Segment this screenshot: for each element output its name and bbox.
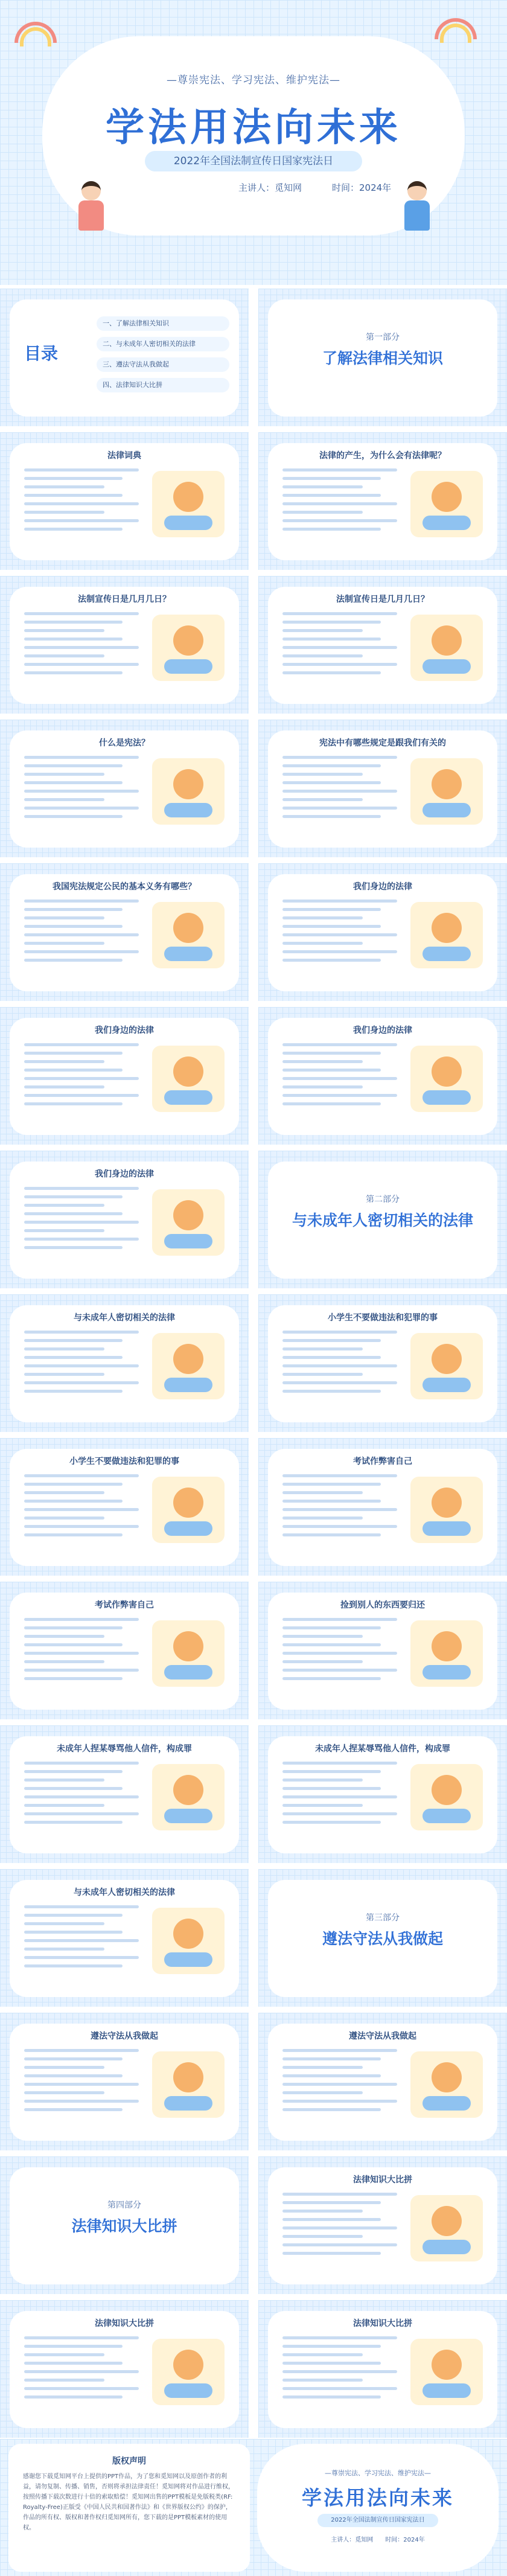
copyright-slide [8,2444,250,2572]
slide-illustration [410,615,483,681]
slide-body-text [24,2049,139,2117]
content-slide [0,1869,249,2007]
slide-title: 法制宣传日是几月几日？ [336,595,429,604]
slide-title: 法律知识大比拼 [353,2319,412,2328]
closing-title: 学法用法向未来 [302,2486,454,2510]
slide-body-text [282,1762,397,1829]
slide-title: 遵法守法从我做起 [91,2031,158,2041]
slide-title: 考试作弊害自己 [353,1457,412,1466]
section-part-label: 第四部分 [107,2200,141,2210]
content-slide [0,576,249,714]
closing-slide [257,2444,499,2572]
content-slide [258,1007,507,1145]
slide-title: 未成年人捏某辱骂他人信件，构成罪 [57,1744,192,1754]
slide-body-text [24,468,139,536]
slide-body-text [24,1474,139,1542]
copyright-text: 感谢您下载觅知网平台上提供的PPT作品，为了您和觅知网以及原创作者的利益，请勿复制、传播、销售，否则将承担法律责任！觅知网将对作品进行维权，按照传播下载次数进行十倍的索取赔偿！觅知网出售的PPT模板是免版税类(RF: Royalty-Free)正版受《中国人民共和国著作法》和《世界版权公约》的保护，作品的所有权、版权和著作权归觅知网所有，您下载的是PPT模板素材的使用权。 [23,2473,234,2531]
slide-illustration [152,1764,225,1830]
slide-title: 法律知识大比拼 [353,2175,412,2185]
slide-title: 法律知识大比拼 [95,2319,154,2328]
slide-illustration [152,1046,225,1112]
closing-slogan: —尊崇宪法、学习宪法、维护宪法— [325,2469,431,2477]
slide-illustration [410,1333,483,1399]
slide-illustration [152,1908,225,1974]
slide-illustration [152,2339,225,2405]
slide-body-text [282,468,397,536]
girl-illustration [72,181,109,235]
section-slide [258,1151,507,1288]
slide-body-text [282,1043,397,1111]
slide-illustration [152,471,225,537]
slide-illustration [152,615,225,681]
slide-illustration [410,2339,483,2405]
slide-body-text [24,2336,139,2404]
slide-body-text [282,2193,397,2260]
slide-body-text [282,1331,397,1398]
section-slide [258,1869,507,2007]
rainbow-icon [435,18,477,39]
slide-title: 我们身边的法律 [95,1026,154,1035]
section-slide [0,2156,249,2294]
slide-body-text [282,1618,397,1686]
slide-illustration [152,902,225,968]
slide-title: 捡到别人的东西要归还 [340,1600,425,1610]
content-slide [258,720,507,857]
cover-slide [0,0,507,285]
toc-slide [0,289,249,426]
content-slide [258,2013,507,2150]
slide-title: 与未成年人密切相关的法律 [74,1888,175,1897]
section-heading: 遵法守法从我做起 [322,1930,443,1948]
slide-body-text [282,1474,397,1542]
content-slide [258,2300,507,2438]
slide-title: 法律的产生，为什么会有法律呢？ [319,451,446,461]
slide-body-text [24,1331,139,1398]
cover-slogan: —尊崇宪法、学习宪法、维护宪法— [167,74,340,86]
toc-item: 一、了解法律相关知识 [97,316,229,331]
content-slide [0,1438,249,1576]
slide-title: 与未成年人密切相关的法律 [74,1313,175,1323]
section-part-label: 第三部分 [366,1913,400,1923]
slide-title: 我国宪法规定公民的基本义务有哪些？ [53,882,196,892]
slide-title: 考试作弊害自己 [95,1600,154,1610]
content-slide [0,1007,249,1145]
toc-title: 目录 [24,344,59,363]
content-slide [258,1294,507,1432]
slide-title: 法律词典 [107,451,141,461]
content-slide [0,1725,249,1863]
section-heading: 了解法律相关知识 [322,350,443,367]
slide-illustration [152,758,225,825]
slide-illustration [410,758,483,825]
slide-body-text [24,1043,139,1111]
slide-title: 我们身边的法律 [353,1026,412,1035]
slide-title: 宪法中有哪些规定是跟我们有关的 [319,738,446,748]
content-slide [0,1294,249,1432]
section-heading: 与未成年人密切相关的法律 [292,1212,473,1229]
slide-body-text [24,1905,139,1973]
slide-title: 遵法守法从我做起 [349,2031,416,2041]
section-part-label: 第一部分 [366,333,400,342]
slide-title: 我们身边的法律 [95,1169,154,1179]
slide-illustration [410,471,483,537]
section-slide [258,289,507,426]
slide-illustration [152,1189,225,1256]
slide-illustration [152,1333,225,1399]
slide-title: 小学生不要做违法和犯罪的事 [69,1457,179,1466]
content-slide [258,1438,507,1576]
slide-title: 什么是宪法？ [99,738,150,748]
slide-body-text [24,1618,139,1686]
copyright-title: 版权声明 [112,2456,146,2466]
slide-title: 法制宣传日是几月几日？ [78,595,171,604]
slide-body-text [282,612,397,680]
end-row [0,2439,507,2576]
content-slide [0,863,249,1001]
toc-item: 三、遵法守法从我做起 [97,357,229,372]
content-slide [0,1582,249,1719]
content-slide [258,863,507,1001]
slide-body-text [24,1187,139,1254]
slide-body-text [282,900,397,967]
content-slide [0,1151,249,1288]
content-slide [258,1725,507,1863]
content-slide [258,2156,507,2294]
slide-body-text [282,756,397,823]
content-slide [258,432,507,570]
slide-illustration [410,902,483,968]
slide-illustration [410,1620,483,1687]
rainbow-icon [14,22,57,43]
content-slide [0,720,249,857]
cover-title: 学法用法向未来 [106,106,401,150]
toc-list [97,316,229,398]
cover-subtitle: 2022年全国法制宣传日国家宪法日 [145,151,362,171]
cover-presenter: 主讲人：觅知网 [238,182,302,193]
content-slide [0,2300,249,2438]
slide-body-text [282,2336,397,2404]
closing-subtitle: 2022年全国法制宣传日国家宪法日 [317,2514,438,2527]
slide-illustration [152,1620,225,1687]
slide-body-text [24,1762,139,1829]
toc-item: 二、与未成年人密切相关的法律 [97,337,229,351]
slide-title: 小学生不要做违法和犯罪的事 [328,1313,438,1323]
slide-body-text [282,2049,397,2117]
toc-item: 四、法律知识大比拼 [97,378,229,392]
section-heading: 法律知识大比拼 [71,2217,177,2235]
slide-title: 未成年人捏某辱骂他人信件，构成罪 [315,1744,450,1754]
slide-body-text [24,612,139,680]
content-slide [0,432,249,570]
cover-date: 时间：2024年 [332,182,392,193]
content-slide [258,1582,507,1719]
slide-illustration [410,1477,483,1543]
section-part-label: 第二部分 [366,1195,400,1204]
slide-illustration [152,1477,225,1543]
closing-info: 主讲人：觅知网 时间：2024年 [331,2537,425,2543]
slide-title: 我们身边的法律 [353,882,412,892]
boy-illustration [398,181,435,235]
slide-body-text [24,756,139,823]
content-slide [0,2013,249,2150]
content-slide [258,576,507,714]
slide-illustration [410,2051,483,2118]
slide-illustration [410,2195,483,2261]
slide-illustration [410,1764,483,1830]
slide-illustration [410,1046,483,1112]
slide-illustration [152,2051,225,2118]
slide-body-text [24,900,139,967]
